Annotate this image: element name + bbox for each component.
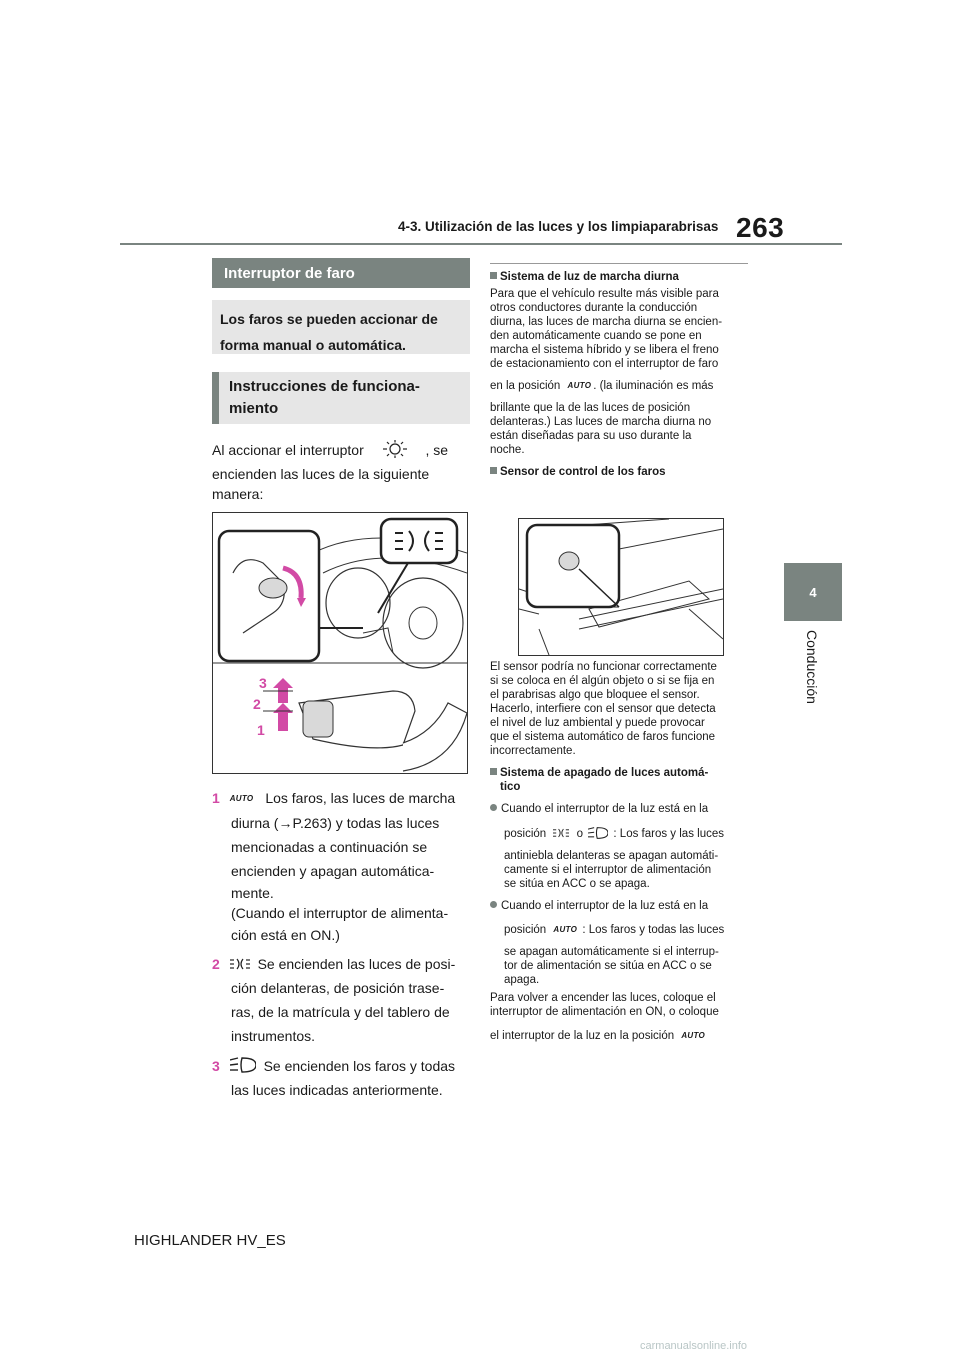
subheading: Instrucciones de funciona- miento (212, 372, 470, 424)
square-bullet-icon (490, 272, 497, 279)
item-3: 3 Se encienden los faros y todas las luces indicadas anteriormente. (212, 1058, 456, 1098)
page-number: 263 (736, 212, 785, 243)
item-number: 1 (212, 790, 220, 806)
header-rule (120, 243, 842, 245)
intro-paragraph: Al accionar el interruptor , se encienden las luces de la siguiente manera: (212, 442, 449, 502)
section-title: 4-3. Utilización de las luces y los limpiaparabrisas (398, 219, 719, 234)
item-number: 3 (212, 1058, 220, 1074)
watermark: carmanualsonline.info (640, 1340, 748, 1352)
chapter-tab[interactable]: 4 (784, 563, 842, 621)
auto-icon: AUTO (681, 1031, 706, 1041)
headlamp-icon (588, 826, 608, 840)
auto-icon: AUTO (229, 794, 254, 804)
item-number: 2 (212, 956, 220, 972)
position-lights-icon (553, 828, 569, 838)
section-heading: Interruptor de faro (212, 258, 470, 288)
column-rule (490, 263, 748, 264)
bullet-dot-icon (490, 901, 497, 908)
headlamp-icon (230, 1056, 256, 1074)
item-2: 2 Se encienden las luces de posi- ción delanteras, de posición trase- ras, de la matrícula y del tablero de instrumentos. (212, 956, 456, 1044)
sensor-section: El sensor podría no funcionar correctamente si se coloca en él algún objeto o si se fija en el parabrisas algo que bloquee el sensor. Hacerlo, interfiere con el sensor que detecta el nivel de luz ambiental y puede provocar que el sistema automático de faros funcione incorrectamente. Sistema de apagado de luces automá- tico Cuando el interruptor de la luz está en la posición o : Los faros y las luces antiniebla delanteras se apagan automáti- camente si el interruptor de alimentación se sitúa en ACC o se apaga. Cuando el interruptor de la luz está en la posición AUTO : Los faros y todas las luces se apagan automáticamente si el interrup- tor de alimentación se sitúa en ACC o se apaga. Para volver a encender las luces, coloque el interruptor de alimentación en ON, o coloque el interruptor de la luz en la posición AUTO (490, 661, 725, 1043)
figure-label-3: 3 (259, 675, 267, 691)
square-bullet-icon (490, 467, 497, 474)
figure-label-2: 2 (253, 696, 261, 712)
light-sensor-figure (518, 518, 724, 656)
headlight-switch-icon (378, 440, 412, 458)
drl-section: Sistema de luz de marcha diurna Para que el vehículo resulte más visible para otros conductores durante la conducción diurna, las luces de marcha diurna se encien- den automáticamente cuando se pone en marcha el sistema híbrido y se libera el freno de estacionamiento con el interruptor de faro en la posición AUTO . (la iluminación es más brillante que la de las luces de posición delanteras.) Las luces de marcha diurna no están diseñadas para su uso durante la noche. Sensor de control de los faros (490, 271, 723, 479)
figure-label-1: 1 (257, 722, 265, 738)
auto-icon: AUTO (567, 381, 592, 390)
auto-icon: AUTO (553, 925, 578, 934)
chapter-label: Conducción (804, 630, 820, 704)
item-1: 1 AUTO Los faros, las luces de marcha diurna (→P.263) y todas las luces mencionadas a continuación se encienden y apagan automática- mente. (Cuando el interruptor de alimenta- ción está en ON.) (212, 786, 472, 947)
bullet-dot-icon (490, 804, 497, 811)
intro-box: Los faros se pueden accionar de forma manual o automática. (212, 300, 470, 354)
footer-model: HIGHLANDER HV_ES (134, 1232, 286, 1249)
square-bullet-icon (490, 768, 497, 775)
position-lights-icon (230, 958, 250, 970)
headlight-switch-figure (212, 512, 468, 774)
